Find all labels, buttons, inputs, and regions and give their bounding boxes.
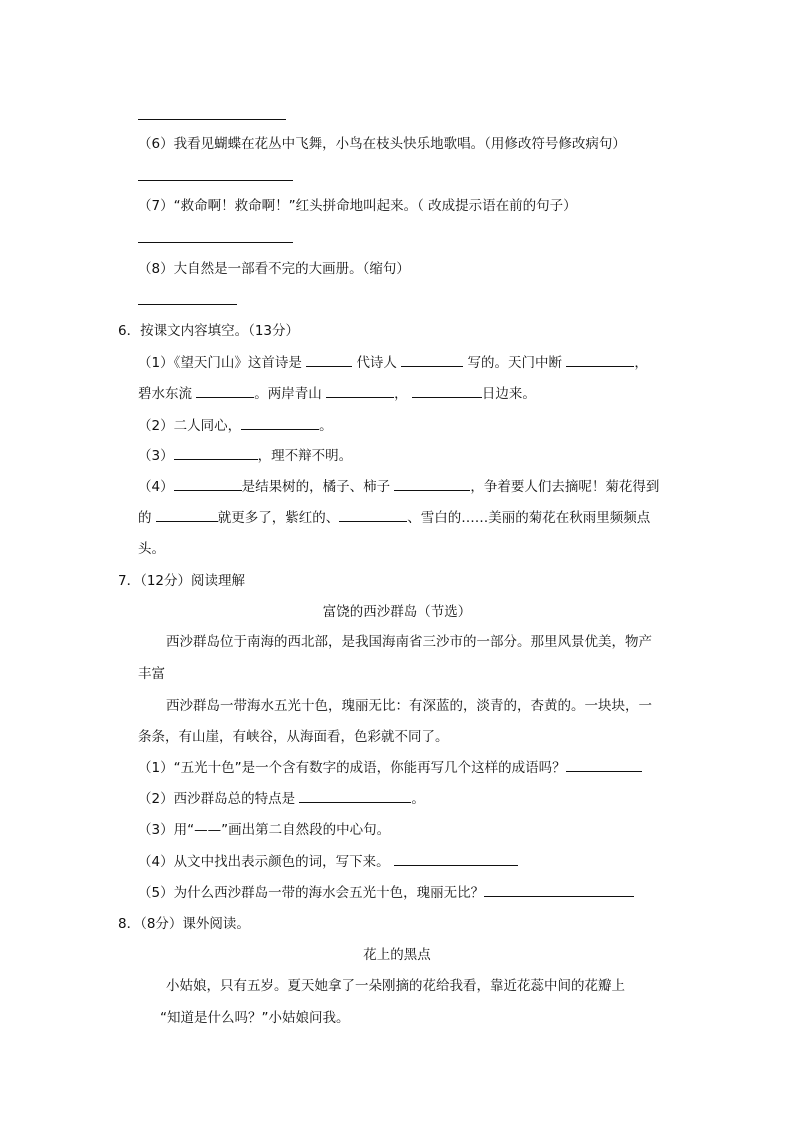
q6-line-5-text-a: （4）	[138, 479, 174, 495]
q6-line-2	[138, 384, 536, 404]
q7-header: 7．（12分）阅读理解	[118, 573, 246, 589]
q6-line-7: 头。	[138, 541, 165, 557]
q6-line-6-text-c: 、雪白的……美丽的菊花在秋雨里频频点	[407, 510, 651, 526]
q6-line-3-text-b: 。	[319, 418, 333, 434]
q8-passage-title: 花上的黑点	[363, 947, 431, 963]
answer-blank[interactable]	[326, 384, 394, 398]
answer-blank[interactable]	[241, 416, 319, 430]
answer-line-7	[138, 242, 293, 243]
q7-para-2-line-2: 条条，有山崖，有峡谷，从海面看，色彩就不同了。	[138, 729, 449, 745]
q7-sub-2	[138, 789, 425, 809]
answer-blank[interactable]	[394, 477, 470, 491]
answer-blank[interactable]	[566, 353, 634, 367]
q5-item-7: （7）“救命啊！救命啊！”红头拼命地叫起来。（ 改成提示语在前的句子）	[138, 198, 577, 214]
answer-blank[interactable]	[174, 446, 258, 460]
q7-sub-2-text-a: （2）西沙群岛总的特点是	[138, 791, 296, 807]
answer-blank[interactable]	[299, 789, 411, 803]
q6-line-1-text-a: （1）《望天门山》这首诗是	[138, 355, 302, 371]
q5-item-8: （8）大自然是一部看不完的大画册。（缩句）	[138, 261, 410, 277]
answer-blank[interactable]	[401, 353, 463, 367]
q6-line-1	[138, 353, 648, 373]
answer-blank[interactable]	[306, 353, 352, 367]
answer-blank[interactable]	[156, 508, 218, 522]
answer-blank[interactable]	[566, 758, 642, 772]
q6-line-1-text-b: 代诗人	[356, 355, 397, 371]
q6-line-2-text-b: 。两岸青山	[254, 386, 322, 402]
q7-passage-title: 富饶的西沙群岛（节选）	[322, 604, 472, 620]
q6-line-3	[138, 416, 333, 436]
answer-blank[interactable]	[394, 852, 518, 866]
q8-para-1: 小姑娘，只有五岁。夏天她拿了一朵刚摘的花给我看，靠近花蕊中间的花瓣上	[166, 978, 625, 994]
q6-line-2-text-c: ，	[394, 386, 408, 402]
q8-para-2: “知道是什么吗？”小姑娘问我。	[160, 1010, 350, 1026]
q6-line-4-text-b: ，理不辩不明。	[257, 448, 353, 464]
q8-header: 8．（8分）课外阅读。	[118, 916, 250, 932]
q6-header: 6．按课文内容填空。（13分）	[118, 323, 300, 339]
answer-line-8	[138, 304, 237, 305]
q7-sub-4-text: （4）从文中找出表示颜色的词，写下来。	[138, 854, 390, 870]
q7-para-1-line-1: 西沙群岛位于南海的西北部，是我国海南省三沙市的一部分。那里风景优美，物产	[166, 634, 652, 650]
q6-line-6	[138, 508, 650, 528]
answer-line-5	[138, 119, 286, 120]
q6-line-3-text-a: （2）二人同心，	[138, 418, 242, 434]
answer-blank[interactable]	[412, 384, 482, 398]
answer-blank[interactable]	[339, 508, 407, 522]
answer-blank[interactable]	[174, 477, 242, 491]
q7-sub-1-text: （1）“五光十色”是一个含有数字的成语，你能再写几个这样的成语吗？	[138, 760, 566, 776]
answer-blank[interactable]	[196, 384, 254, 398]
q6-line-1-text-d: ，	[634, 355, 648, 371]
q6-line-2-text-d: 日边来。	[481, 386, 536, 402]
q6-line-4	[138, 446, 352, 466]
q6-line-5-text-c: ，争着要人们去摘呢！菊花得到	[470, 479, 660, 495]
q6-line-4-text-a: （3）	[138, 448, 174, 464]
q6-line-5	[138, 477, 659, 497]
q7-sub-5-text: （5）为什么西沙群岛一带的海水会五光十色，瑰丽无比？	[138, 885, 485, 901]
q6-line-5-text-b: 是结果树的，橘子、柿子	[241, 479, 391, 495]
q6-line-6-text-a: 的	[138, 510, 152, 526]
q6-line-1-text-c: 写的。天门中断	[467, 355, 563, 371]
answer-blank[interactable]	[484, 883, 634, 897]
answer-line-6	[138, 180, 293, 181]
q7-sub-5	[138, 883, 634, 903]
q7-sub-1	[138, 758, 642, 778]
q6-line-6-text-b: 就更多了，紫红的、	[217, 510, 340, 526]
q7-para-1-line-2: 丰富	[138, 666, 165, 682]
q7-sub-3: （3）用“——”画出第二自然段的中心句。	[138, 822, 391, 838]
q6-line-2-text-a: 碧水东流	[138, 386, 192, 402]
q5-item-6: （6）我看见蝴蝶在花丛中飞舞，小鸟在枝头快乐地歌唱。（用修改符号修改病句）	[138, 136, 626, 152]
q7-para-2-line-1: 西沙群岛一带海水五光十色，瑰丽无比：有深蓝的，淡青的，杏黄的。一块块，一	[166, 698, 652, 714]
q7-sub-2-text-b: 。	[411, 791, 425, 807]
q7-sub-4	[138, 852, 518, 872]
